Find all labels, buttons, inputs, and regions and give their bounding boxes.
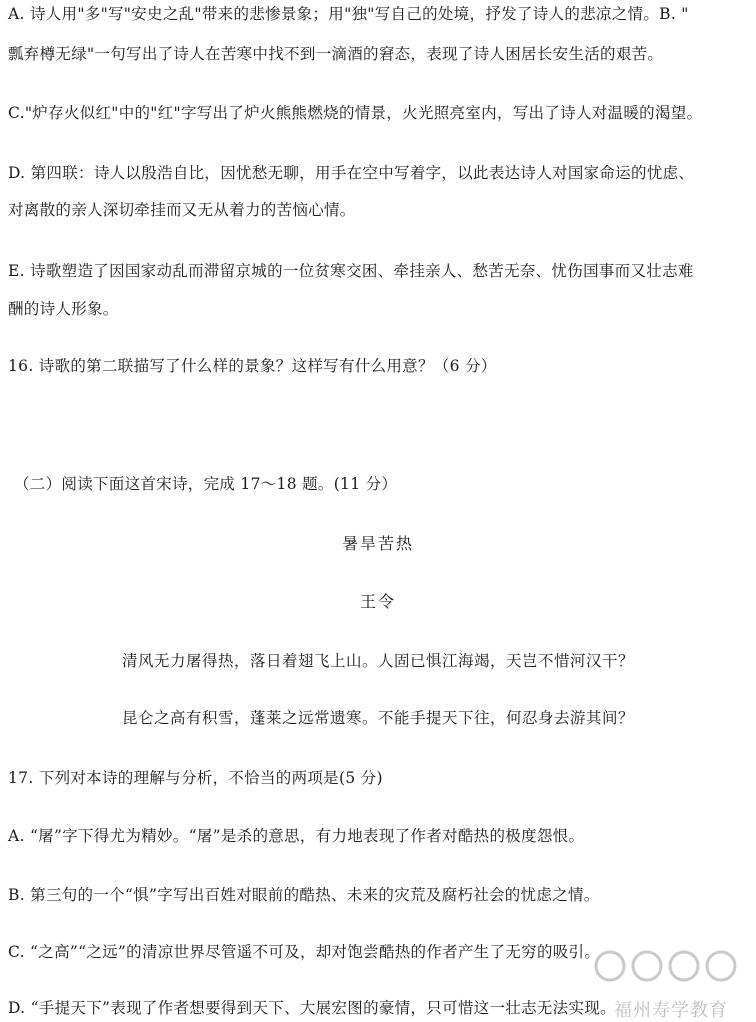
- poem-verse-2: 昆仑之高有积雪，蓬莱之远常遗寒。不能手提天下往，何忍身去游其间？: [121, 709, 634, 727]
- poem-author: 王令: [359, 592, 396, 611]
- question-17-option-a: A. “屠”字下得尤为精妙。“屠”是杀的意思，有力地表现了作者对酷热的极度怨恨。: [8, 827, 585, 845]
- poem-title: 暑旱苦热: [341, 534, 414, 553]
- question-16: 16. 诗歌的第二联描写了什么样的景象？这样写有什么用意？（6 分）: [8, 357, 497, 375]
- line-e-2: 酬的诗人形象。: [8, 300, 119, 318]
- section-2-heading: （二）阅读下面这首宋诗，完成 17～18 题。(11 分）: [14, 475, 398, 493]
- line-e-1: E. 诗歌塑造了因国家动乱而滞留京城的一位贫寒交困、牵挂亲人、愁苦无奈、忧伤国事而又壮志难: [8, 262, 694, 280]
- line-d-1: D. 第四联：诗人以殷浩自比，因忧愁无聊，用手在空中写着字，以此表达诗人对国家命运的忧虑、: [8, 164, 695, 182]
- question-17-stem: 17. 下列对本诗的理解与分析，不恰当的两项是(5 分): [8, 769, 383, 787]
- poem-verse-1: 清风无力屠得热，落日着翅飞上山。人固已惧江海竭，天岂不惜河汉干？: [121, 652, 634, 670]
- line-a-1: A. 诗人用"多"写"安史之乱"带来的悲惨景象；用"独"写自己的处境，抒发了诗人的悲凉之情。B. ": [8, 5, 689, 23]
- question-17-option-c: C. “之高”“之远”的清凉世界尽管遥不可及，却对饱尝酷热的作者产生了无穷的吸引。: [8, 943, 601, 961]
- line-c: C."炉存火似红"中的"红"字写出了炉火熊熊燃烧的情景，火光照亮室内，写出了诗人对温暖的渴望。: [8, 104, 703, 122]
- watermark-text: 福州寿学教育: [614, 1000, 728, 1021]
- question-17-option-d: D. “手提天下”表现了作者想要得到天下、大展宏图的豪情，只可惜这一壮志无法实现。: [8, 999, 616, 1017]
- line-a-2: 瓢弃樽无绿"一句写出了诗人在苦寒中找不到一滴酒的窘态，表现了诗人困居长安生活的艰苦。: [8, 45, 664, 63]
- watermark-logo-icon: [592, 938, 742, 998]
- question-17-option-b: B. 第三句的一个“惧”字写出百姓对眼前的酷热、未来的灾荒及腐朽社会的忧虑之情。: [8, 886, 600, 904]
- watermark: [592, 938, 742, 1021]
- line-d-2: 对离散的亲人深切牵挂而又无从着力的苦恼心情。: [8, 201, 356, 219]
